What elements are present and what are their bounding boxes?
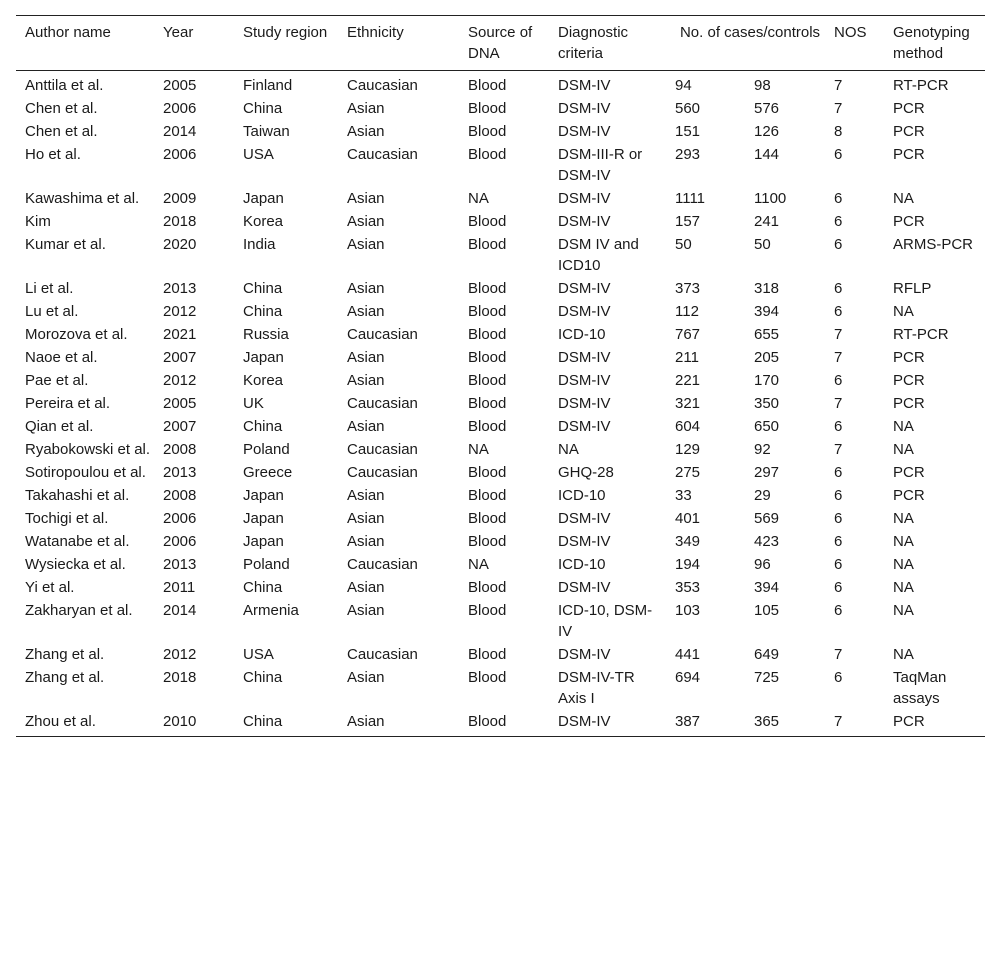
cell-ethnicity: Asian <box>347 418 385 435</box>
cell-ethnicity: Caucasian <box>347 556 418 573</box>
cell-diagnostic-criteria: DSM-IV <box>558 713 611 730</box>
cell-cases: 401 <box>675 510 701 527</box>
cell-nos: 6 <box>834 510 843 527</box>
cell-genotyping-method: NA <box>893 418 914 435</box>
cell-author: Chen et al. <box>25 100 98 117</box>
cell-source-of-dna: Blood <box>468 303 507 320</box>
cell-study-region: China <box>243 280 283 297</box>
cell-study-region: China <box>243 713 283 730</box>
cell-diagnostic-criteria: DSM-IV <box>558 372 611 389</box>
cell-year: 2018 <box>163 213 197 230</box>
cell-author: Li et al. <box>25 280 74 297</box>
cell-year: 2011 <box>163 579 196 596</box>
table-row <box>16 277 985 300</box>
cell-genotyping-method: NA <box>893 556 914 573</box>
table-row <box>16 300 985 323</box>
cell-nos: 6 <box>834 213 843 230</box>
cell-author: Anttila et al. <box>25 77 104 94</box>
cell-year: 2012 <box>163 372 197 389</box>
cell-diagnostic-criteria: DSM-IV-TR Axis I <box>558 669 635 707</box>
cell-source-of-dna: NA <box>468 441 489 458</box>
header-row <box>16 16 985 71</box>
cell-study-region: UK <box>243 395 264 412</box>
cell-genotyping-method: PCR <box>893 100 925 117</box>
cell-nos: 6 <box>834 280 843 297</box>
cell-study-region: Greece <box>243 464 293 481</box>
cell-author: Lu et al. <box>25 303 79 320</box>
cell-ethnicity: Asian <box>347 280 385 297</box>
cell-nos: 8 <box>834 123 843 140</box>
cell-study-region: USA <box>243 646 274 663</box>
cell-study-region: Poland <box>243 441 290 458</box>
cell-author: Zakharyan et al. <box>25 602 133 619</box>
cell-nos: 6 <box>834 418 843 435</box>
cell-nos: 6 <box>834 487 843 504</box>
cell-genotyping-method: RT-PCR <box>893 77 949 94</box>
table-row <box>16 392 985 415</box>
header-ethnicity: Ethnicity <box>347 24 404 41</box>
cell-controls: 725 <box>754 669 780 686</box>
cell-study-region: China <box>243 100 283 117</box>
cell-cases: 194 <box>675 556 701 573</box>
cell-study-region: Russia <box>243 326 289 343</box>
cell-cases: 321 <box>675 395 701 412</box>
cell-study-region: Poland <box>243 556 290 573</box>
cell-cases: 94 <box>675 77 692 94</box>
cell-cases: 694 <box>675 669 701 686</box>
cell-author: Zhang et al. <box>25 669 105 686</box>
cell-ethnicity: Asian <box>347 213 385 230</box>
table-row <box>16 323 985 346</box>
cell-nos: 6 <box>834 146 843 163</box>
cell-author: Watanabe et al. <box>25 533 130 550</box>
header-year: Year <box>163 24 194 41</box>
cell-ethnicity: Caucasian <box>347 326 418 343</box>
cell-genotyping-method: NA <box>893 533 914 550</box>
cell-cases: 560 <box>675 100 701 117</box>
cell-ethnicity: Asian <box>347 303 385 320</box>
cell-controls: 1100 <box>754 190 787 207</box>
cell-controls: 98 <box>754 77 771 94</box>
cell-cases: 353 <box>675 579 701 596</box>
cell-controls: 650 <box>754 418 780 435</box>
cell-diagnostic-criteria: DSM-III-R or DSM-IV <box>558 146 643 184</box>
cell-ethnicity: Asian <box>347 713 385 730</box>
cell-nos: 6 <box>834 372 843 389</box>
cell-year: 2013 <box>163 556 197 573</box>
table-row <box>16 643 985 666</box>
cell-author: Ryabokowski et al. <box>25 441 151 458</box>
cell-source-of-dna: NA <box>468 190 489 207</box>
table-row <box>16 666 985 710</box>
cell-source-of-dna: Blood <box>468 100 507 117</box>
cell-nos: 7 <box>834 349 843 366</box>
cell-year: 2006 <box>163 533 197 550</box>
cell-genotyping-method: TaqMan assays <box>893 669 947 707</box>
cell-diagnostic-criteria: DSM-IV <box>558 579 611 596</box>
table-row <box>16 346 985 369</box>
cell-controls: 423 <box>754 533 780 550</box>
cell-cases: 767 <box>675 326 701 343</box>
cell-nos: 6 <box>834 579 843 596</box>
cell-year: 2013 <box>163 280 197 297</box>
cell-controls: 50 <box>754 236 771 253</box>
cell-genotyping-method: PCR <box>893 146 925 163</box>
cell-study-region: Finland <box>243 77 293 94</box>
cell-ethnicity: Asian <box>347 487 385 504</box>
cell-controls: 297 <box>754 464 780 481</box>
cell-ethnicity: Caucasian <box>347 146 418 163</box>
cell-year: 2006 <box>163 510 197 527</box>
cell-nos: 6 <box>834 556 843 573</box>
cell-study-region: Korea <box>243 372 284 389</box>
cell-year: 2014 <box>163 123 197 140</box>
cell-author: Kumar et al. <box>25 236 106 253</box>
cell-controls: 170 <box>754 372 780 389</box>
cell-source-of-dna: Blood <box>468 326 507 343</box>
cell-author: Wysiecka et al. <box>25 556 126 573</box>
table-row <box>16 120 985 143</box>
cell-study-region: Taiwan <box>243 123 290 140</box>
cell-cases: 157 <box>675 213 701 230</box>
cell-study-region: Japan <box>243 349 284 366</box>
table-row <box>16 507 985 530</box>
cell-controls: 394 <box>754 303 780 320</box>
cell-diagnostic-criteria: DSM-IV <box>558 303 611 320</box>
table-row <box>16 461 985 484</box>
cell-source-of-dna: Blood <box>468 372 507 389</box>
cell-author: Sotiropoulou et al. <box>25 464 146 481</box>
cell-study-region: Japan <box>243 510 284 527</box>
cell-source-of-dna: Blood <box>468 713 507 730</box>
cell-controls: 105 <box>754 602 780 619</box>
cell-genotyping-method: PCR <box>893 395 925 412</box>
cell-author: Takahashi et al. <box>25 487 130 504</box>
cell-cases: 50 <box>675 236 692 253</box>
header-cases-controls: No. of cases/controls <box>679 24 821 41</box>
cell-ethnicity: Asian <box>347 190 385 207</box>
cell-author: Chen et al. <box>25 123 98 140</box>
cell-cases: 33 <box>675 487 692 504</box>
cell-cases: 275 <box>675 464 701 481</box>
cell-ethnicity: Asian <box>347 100 385 117</box>
cell-year: 2006 <box>163 146 197 163</box>
table-row <box>16 210 985 233</box>
cell-diagnostic-criteria: DSM-IV <box>558 395 611 412</box>
header-source-of-dna: Source of DNA <box>468 24 533 62</box>
cell-diagnostic-criteria: ICD-10, DSM-IV <box>558 602 653 640</box>
cell-diagnostic-criteria: DSM IV and ICD10 <box>558 236 639 274</box>
study-characteristics-table <box>16 15 985 737</box>
cell-nos: 7 <box>834 395 843 412</box>
cell-controls: 394 <box>754 579 780 596</box>
cell-controls: 241 <box>754 213 780 230</box>
cell-author: Morozova et al. <box>25 326 128 343</box>
cell-source-of-dna: Blood <box>468 533 507 550</box>
cell-author: Zhang et al. <box>25 646 105 663</box>
cell-controls: 569 <box>754 510 780 527</box>
cell-genotyping-method: PCR <box>893 464 925 481</box>
cell-nos: 7 <box>834 326 843 343</box>
cell-controls: 126 <box>754 123 780 140</box>
cell-year: 2009 <box>163 190 197 207</box>
cell-cases: 1111 <box>675 190 706 207</box>
table-row <box>16 71 985 98</box>
table-row <box>16 484 985 507</box>
cell-nos: 7 <box>834 646 843 663</box>
cell-year: 2006 <box>163 100 197 117</box>
cell-author: Ho et al. <box>25 146 81 163</box>
table-row <box>16 369 985 392</box>
cell-ethnicity: Asian <box>347 669 385 686</box>
cell-controls: 649 <box>754 646 780 663</box>
table-row <box>16 553 985 576</box>
cell-author: Pereira et al. <box>25 395 111 412</box>
cell-study-region: Armenia <box>243 602 299 619</box>
cell-year: 2013 <box>163 464 197 481</box>
cell-nos: 6 <box>834 669 843 686</box>
cell-author: Naoe et al. <box>25 349 98 366</box>
cell-author: Zhou et al. <box>25 713 96 730</box>
cell-source-of-dna: Blood <box>468 602 507 619</box>
cell-study-region: Japan <box>243 533 284 550</box>
cell-author: Pae et al. <box>25 372 89 389</box>
cell-diagnostic-criteria: DSM-IV <box>558 510 611 527</box>
cell-author: Kim <box>25 213 51 230</box>
cell-author: Kawashima et al. <box>25 190 140 207</box>
cell-cases: 211 <box>675 349 699 366</box>
cell-controls: 350 <box>754 395 780 412</box>
cell-genotyping-method: NA <box>893 602 914 619</box>
cell-diagnostic-criteria: DSM-IV <box>558 77 611 94</box>
cell-study-region: China <box>243 579 283 596</box>
header-author: Author name <box>25 24 111 41</box>
cell-diagnostic-criteria: DSM-IV <box>558 190 611 207</box>
cell-year: 2010 <box>163 713 197 730</box>
cell-study-region: Korea <box>243 213 284 230</box>
cell-ethnicity: Caucasian <box>347 77 418 94</box>
header-genotyping-method: Genotyping method <box>893 24 970 62</box>
cell-genotyping-method: PCR <box>893 713 925 730</box>
cell-cases: 373 <box>675 280 701 297</box>
cell-source-of-dna: Blood <box>468 579 507 596</box>
cell-year: 2005 <box>163 395 197 412</box>
cell-genotyping-method: RFLP <box>893 280 932 297</box>
cell-ethnicity: Asian <box>347 579 385 596</box>
cell-nos: 7 <box>834 77 843 94</box>
cell-author: Yi et al. <box>25 579 75 596</box>
cell-source-of-dna: Blood <box>468 213 507 230</box>
cell-nos: 6 <box>834 303 843 320</box>
cell-nos: 6 <box>834 602 843 619</box>
cell-genotyping-method: NA <box>893 646 914 663</box>
header-study-region: Study region <box>243 24 328 41</box>
cell-year: 2008 <box>163 487 197 504</box>
cell-genotyping-method: NA <box>893 190 914 207</box>
cell-study-region: China <box>243 669 283 686</box>
cell-cases: 103 <box>675 602 701 619</box>
cell-source-of-dna: Blood <box>468 146 507 163</box>
cell-controls: 365 <box>754 713 780 730</box>
cell-genotyping-method: PCR <box>893 487 925 504</box>
cell-nos: 6 <box>834 190 843 207</box>
cell-study-region: Japan <box>243 190 284 207</box>
cell-year: 2020 <box>163 236 197 253</box>
cell-controls: 96 <box>754 556 771 573</box>
table-row <box>16 415 985 438</box>
cell-genotyping-method: NA <box>893 579 914 596</box>
cell-ethnicity: Asian <box>347 510 385 527</box>
cell-source-of-dna: Blood <box>468 418 507 435</box>
cell-year: 2021 <box>163 326 197 343</box>
cell-cases: 387 <box>675 713 701 730</box>
cell-year: 2012 <box>163 303 197 320</box>
cell-author: Tochigi et al. <box>25 510 109 527</box>
cell-source-of-dna: Blood <box>468 487 507 504</box>
table-row <box>16 438 985 461</box>
cell-cases: 112 <box>675 303 699 320</box>
cell-diagnostic-criteria: DSM-IV <box>558 418 611 435</box>
cell-diagnostic-criteria: DSM-IV <box>558 123 611 140</box>
table-row <box>16 710 985 737</box>
cell-nos: 6 <box>834 533 843 550</box>
cell-ethnicity: Caucasian <box>347 464 418 481</box>
cell-diagnostic-criteria: ICD-10 <box>558 556 606 573</box>
cell-diagnostic-criteria: ICD-10 <box>558 326 606 343</box>
cell-source-of-dna: Blood <box>468 280 507 297</box>
cell-ethnicity: Asian <box>347 123 385 140</box>
cell-genotyping-method: PCR <box>893 372 925 389</box>
cell-source-of-dna: Blood <box>468 464 507 481</box>
cell-source-of-dna: Blood <box>468 395 507 412</box>
cell-controls: 92 <box>754 441 771 458</box>
cell-diagnostic-criteria: ICD-10 <box>558 487 606 504</box>
cell-diagnostic-criteria: DSM-IV <box>558 349 611 366</box>
cell-diagnostic-criteria: DSM-IV <box>558 213 611 230</box>
cell-cases: 604 <box>675 418 701 435</box>
table-row <box>16 187 985 210</box>
cell-controls: 318 <box>754 280 780 297</box>
cell-cases: 293 <box>675 146 701 163</box>
cell-controls: 29 <box>754 487 771 504</box>
header-nos: NOS <box>834 24 867 41</box>
cell-genotyping-method: NA <box>893 441 914 458</box>
cell-year: 2014 <box>163 602 197 619</box>
cell-study-region: USA <box>243 146 274 163</box>
cell-ethnicity: Asian <box>347 602 385 619</box>
cell-diagnostic-criteria: DSM-IV <box>558 646 611 663</box>
cell-diagnostic-criteria: DSM-IV <box>558 100 611 117</box>
cell-ethnicity: Asian <box>347 372 385 389</box>
header-diagnostic-criteria: Diagnostic criteria <box>558 24 629 62</box>
cell-source-of-dna: NA <box>468 556 489 573</box>
cell-year: 2007 <box>163 349 197 366</box>
cell-source-of-dna: Blood <box>468 236 507 253</box>
cell-nos: 6 <box>834 464 843 481</box>
cell-cases: 441 <box>675 646 701 663</box>
cell-source-of-dna: Blood <box>468 349 507 366</box>
cell-ethnicity: Caucasian <box>347 646 418 663</box>
cell-genotyping-method: ARMS-PCR <box>893 236 974 253</box>
cell-controls: 576 <box>754 100 780 117</box>
cell-year: 2005 <box>163 77 197 94</box>
table-row <box>16 233 985 277</box>
cell-cases: 129 <box>675 441 701 458</box>
cell-cases: 349 <box>675 533 701 550</box>
cell-genotyping-method: NA <box>893 510 914 527</box>
cell-controls: 655 <box>754 326 780 343</box>
cell-genotyping-method: PCR <box>893 123 925 140</box>
cell-cases: 151 <box>675 123 701 140</box>
cell-study-region: China <box>243 418 283 435</box>
cell-genotyping-method: RT-PCR <box>893 326 949 343</box>
cell-controls: 205 <box>754 349 780 366</box>
cell-diagnostic-criteria: NA <box>558 441 579 458</box>
cell-source-of-dna: Blood <box>468 669 507 686</box>
cell-study-region: Japan <box>243 487 284 504</box>
cell-source-of-dna: Blood <box>468 646 507 663</box>
cell-genotyping-method: PCR <box>893 213 925 230</box>
cell-nos: 6 <box>834 236 843 253</box>
cell-study-region: India <box>243 236 276 253</box>
cell-year: 2012 <box>163 646 197 663</box>
cell-ethnicity: Asian <box>347 349 385 366</box>
cell-year: 2007 <box>163 418 197 435</box>
table-row <box>16 530 985 553</box>
table-row <box>16 143 985 187</box>
cell-ethnicity: Asian <box>347 236 385 253</box>
table-row <box>16 599 985 643</box>
table-row <box>16 576 985 599</box>
table-body <box>16 71 985 737</box>
cell-study-region: China <box>243 303 283 320</box>
cell-diagnostic-criteria: DSM-IV <box>558 280 611 297</box>
cell-genotyping-method: PCR <box>893 349 925 366</box>
cell-year: 2018 <box>163 669 197 686</box>
cell-controls: 144 <box>754 146 780 163</box>
cell-nos: 7 <box>834 100 843 117</box>
cell-year: 2008 <box>163 441 197 458</box>
cell-source-of-dna: Blood <box>468 77 507 94</box>
cell-ethnicity: Caucasian <box>347 395 418 412</box>
cell-nos: 7 <box>834 713 843 730</box>
cell-diagnostic-criteria: DSM-IV <box>558 533 611 550</box>
cell-source-of-dna: Blood <box>468 510 507 527</box>
cell-diagnostic-criteria: GHQ-28 <box>558 464 614 481</box>
cell-ethnicity: Asian <box>347 533 385 550</box>
cell-nos: 7 <box>834 441 843 458</box>
cell-genotyping-method: NA <box>893 303 914 320</box>
cell-source-of-dna: Blood <box>468 123 507 140</box>
cell-cases: 221 <box>675 372 701 389</box>
cell-ethnicity: Caucasian <box>347 441 418 458</box>
table-row <box>16 97 985 120</box>
cell-author: Qian et al. <box>25 418 94 435</box>
